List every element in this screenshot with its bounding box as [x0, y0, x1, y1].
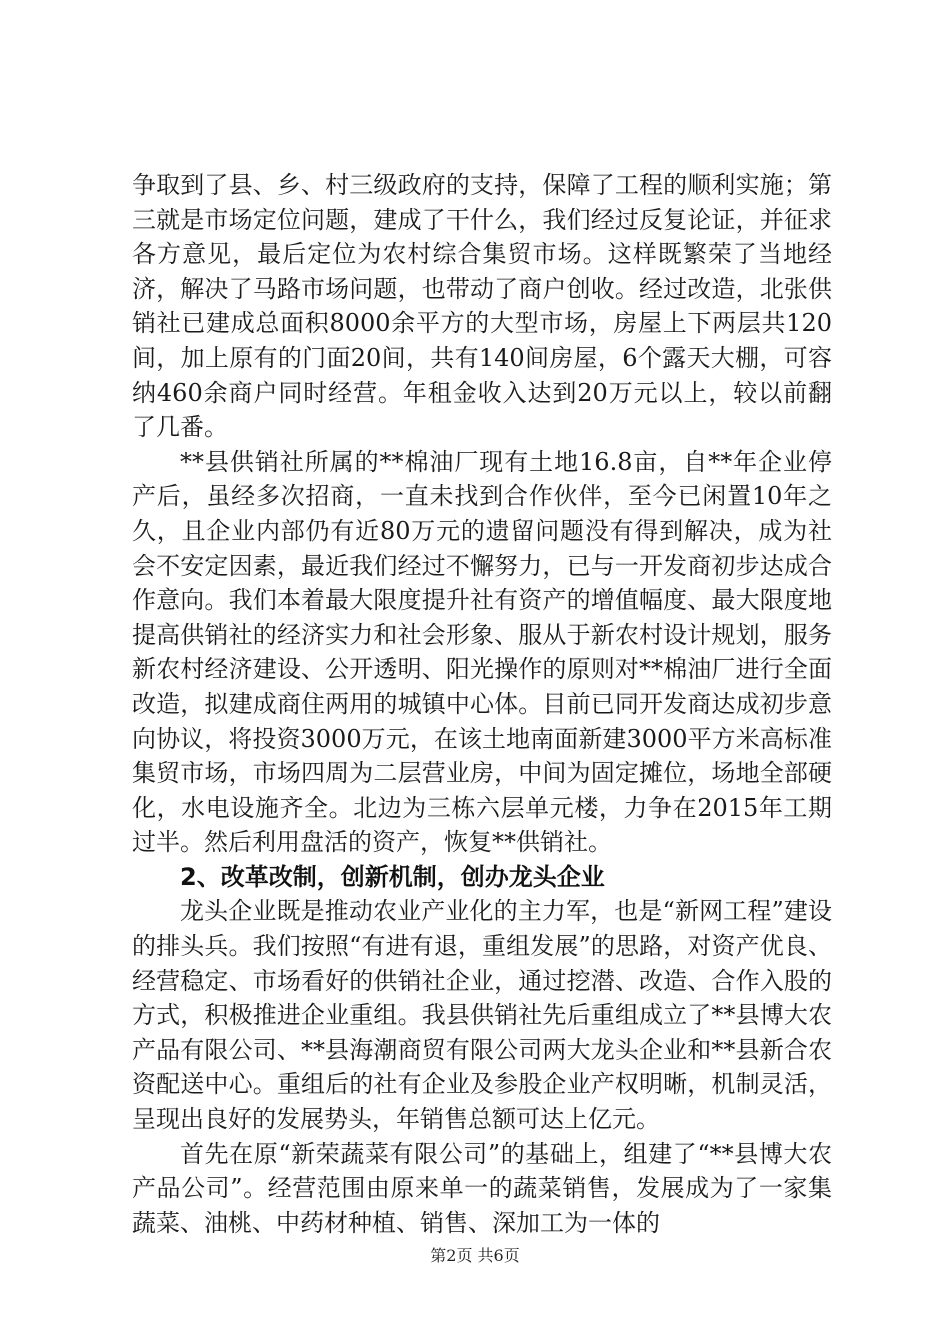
section-heading: 2、改革改制，创新机制，创办龙头企业 — [180, 862, 605, 891]
document-body — [132, 168, 832, 1240]
paragraph-1: 争取到了县、乡、村三级政府的支持，保障了工程的顺利实施；第三就是市场定位问题，建成了干什么，我们经过反复论证，并征求各方意见，最后定位为农村综合集贸市场。这样既繁荣了当地经济，解决了马路市场问题，也带动了商户创收。经过改造，北张供销社已建成总面积8000余平方的大型市场，房屋上下两层共120间，加上原有的门面20间，共有140间房屋，6个露天大棚，可容纳460余商户同时经营。年租金收入达到20万元以上，较以前翻了几番。 — [132, 171, 832, 442]
paragraph-4: 首先在原“新荣蔬菜有限公司”的基础上，组建了“**县博大农产品公司”。经营范围由原来单一的蔬菜销售，发展成为了一家集蔬菜、油桃、中药材种植、销售、深加工为一体的 — [132, 1139, 832, 1237]
paragraph-2: **县供销社所属的**棉油厂现有土地16.8亩，自**年企业停产后，虽经多次招商，一直未找到合作伙伴，至今已闲置10年之久，且企业内部仍有近80万元的遗留问题没有得到解决，成为社会不安定因素，最近我们经过不懈努力，已与一开发商初步达成合作意向。我们本着最大限度提升社有资产的增值幅度、最大限度地提高供销社的经济实力和社会形象、服从于新农村设计规划，服务新农村经济建设、公开透明、阳光操作的原则对**棉油厂进行全面改造，拟建成商住两用的城镇中心体。目前已同开发商达成初步意向协议，将投资3000万元，在该土地南面新建3000平方米高标准集贸市场，市场四周为二层营业房，中间为固定摊位，场地全部硬化，水电设施齐全。北边为三栋六层单元楼，力争在2015年工期过半。然后利用盘活的资产，恢复**供销社。 — [132, 447, 832, 857]
page-footer: 第2页 共6页 — [430, 1246, 520, 1265]
paragraph-3: 龙头企业既是推动农业产业化的主力军，也是“新网工程”建设的排头兵。我们按照“有进有退，重组发展”的思路，对资产优良、经营稳定、市场看好的供销社企业，通过挖潜、改造、合作入股的方式，积极推进企业重组。我县供销社先后重组成立了**县博大农产品有限公司、**县海潮商贸有限公司两大龙头企业和**县新合农资配送中心。重组后的社有企业及参股企业产权明晰，机制灵活，呈现出良好的发展势头，年销售总额可达上亿元。 — [132, 897, 832, 1134]
